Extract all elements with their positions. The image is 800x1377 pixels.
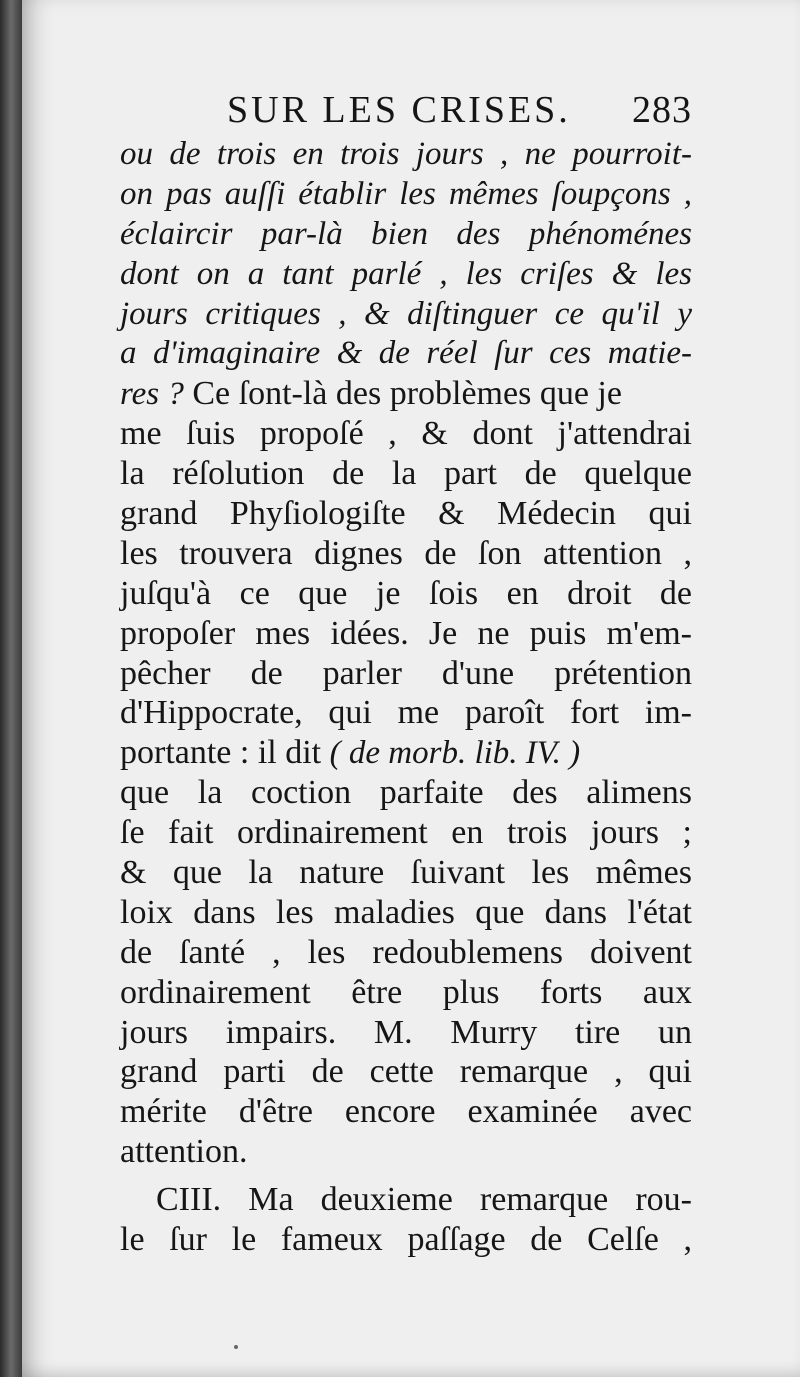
text-line: propoſer mes idées. Je ne puis m'em- <box>120 614 692 652</box>
text-line <box>120 374 692 414</box>
text-line: les trouvera dignes de ſon attention , <box>120 534 692 572</box>
text-line: dont on a tant parlé , les criſes & les <box>120 255 692 292</box>
page-number: 283 <box>632 89 692 131</box>
text-line: jours impairs. M. Murry tire un <box>120 1013 692 1051</box>
text-line: ordinairement être plus forts aux <box>120 973 692 1011</box>
text-line: & que la nature ſuivant les mêmes <box>120 854 692 892</box>
page-header <box>202 88 692 138</box>
text-line: que la coction parfaite des alimens <box>120 774 692 812</box>
text-line: grand parti de cette remarque , qui <box>120 1053 692 1091</box>
text-line: loix dans les maladies que dans l'état <box>120 893 692 931</box>
text-line: jours critiques , & diſtinguer ce qu'il y <box>120 295 692 332</box>
text-fragment: portante : il dit <box>120 734 330 772</box>
text-line: me ſuis propoſé , & dont j'attendrai <box>120 415 692 453</box>
text-line: de ſanté , les redoublemens doivent <box>120 933 692 971</box>
text-line: ſe fait ordinairement en trois jours ; <box>120 814 692 852</box>
text-line: grand Phyſiologiſte & Médecin qui <box>120 495 692 533</box>
text-fragment: res ? <box>120 376 184 413</box>
citation: ( de morb. lib. IV. ) <box>329 735 581 772</box>
text-line: juſqu'à ce que je ſois en droit de <box>120 574 692 612</box>
text-line: on pas auſſi établir les mêmes ſoupçons , <box>120 175 692 212</box>
text-line: ou de trois en trois jours , ne pourroit- <box>120 136 692 172</box>
book-gutter <box>0 0 22 1377</box>
page-body <box>120 135 692 1260</box>
book-page <box>22 0 800 1377</box>
text-line: éclaircir par-là bien des phénoménes <box>120 215 692 252</box>
text-line: la réſolution de la part de quelque <box>120 455 692 493</box>
text-line: mérite d'être encore examinée avec <box>120 1093 692 1131</box>
running-title: SUR LES CRISES. <box>227 89 571 131</box>
text-line: attention. <box>120 1133 248 1171</box>
print-spot <box>234 1345 238 1349</box>
text-line: d'Hippocrate, qui me paroît fort im- <box>120 694 692 732</box>
text-line: a d'imaginaire & de réel ſur ces matie- <box>120 335 692 372</box>
paragraph-start: CIII. Ma deuxieme remarque rou- <box>156 1181 692 1219</box>
text-fragment: Ce ſont-là des problèmes que je <box>183 375 622 413</box>
text-line: le ſur le fameux paſſage de Celſe , <box>120 1221 692 1259</box>
text-line: pêcher de parler d'une prétention <box>120 654 692 692</box>
text-line <box>120 733 692 773</box>
